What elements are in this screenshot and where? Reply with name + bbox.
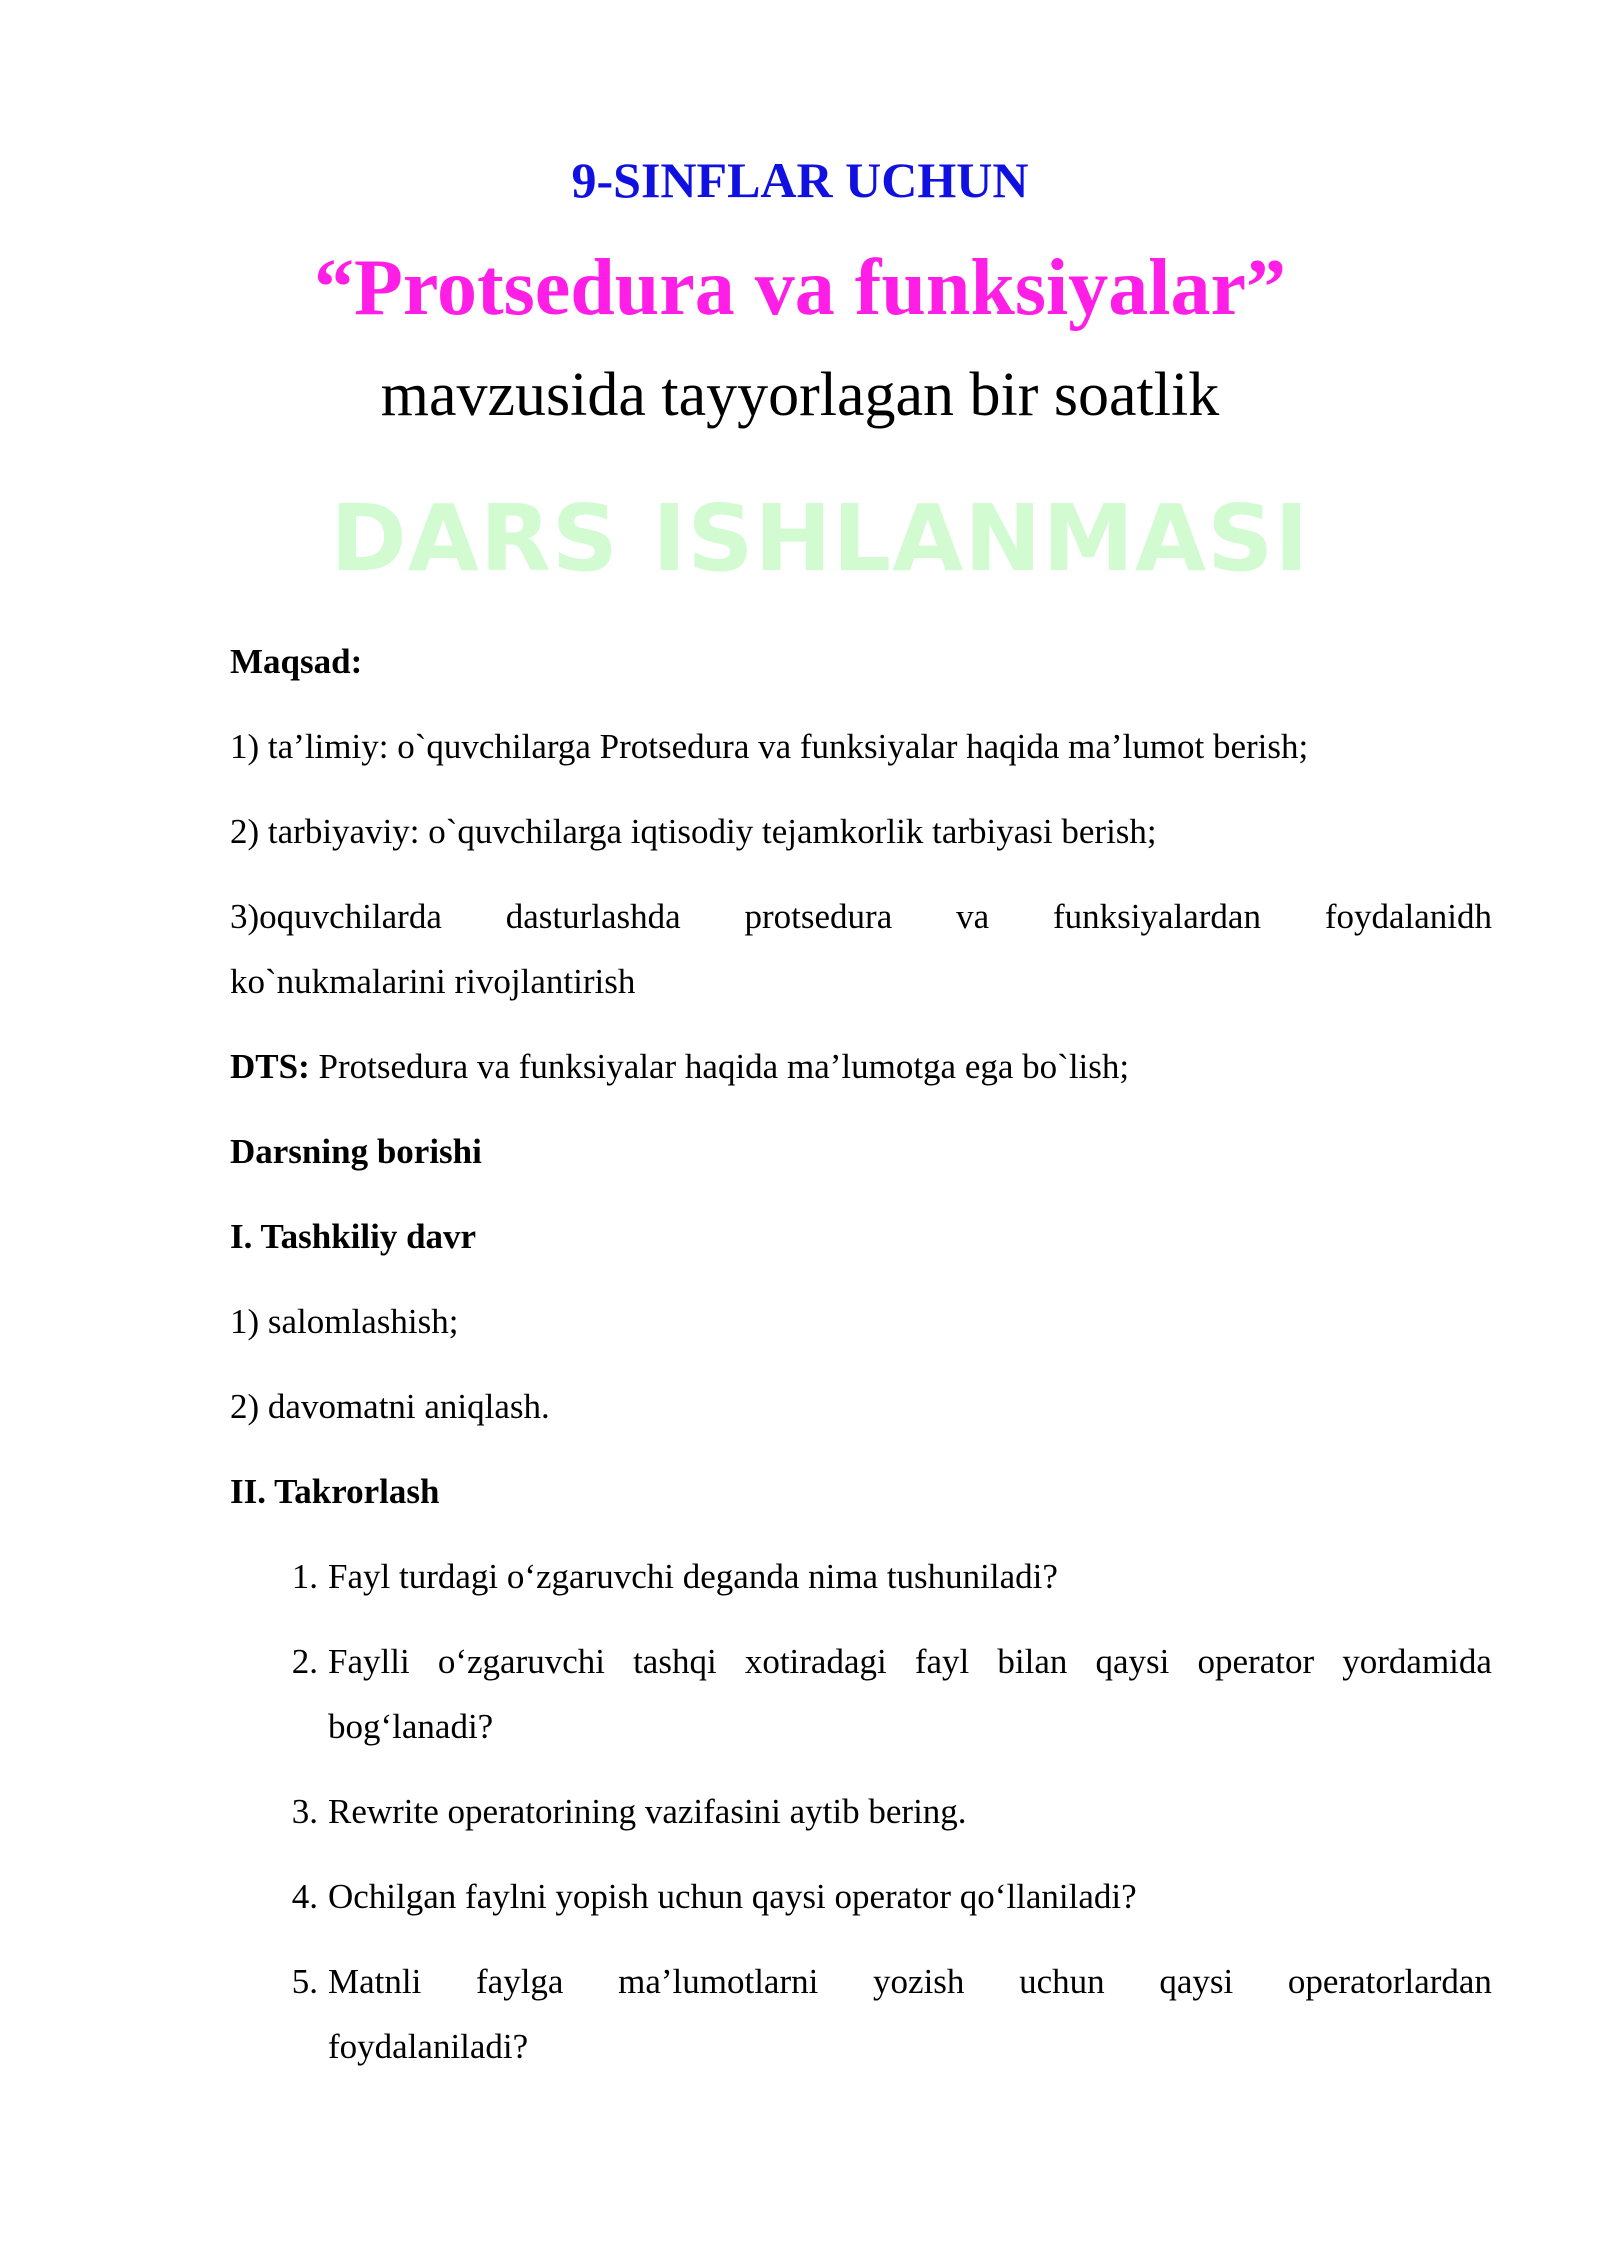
goals-heading: Maqsad: [230, 642, 363, 681]
question-word: faylga [476, 1962, 564, 2001]
goal-item-3-word: dasturlashda [505, 897, 681, 936]
question-word: o‘zgaruvchi [437, 1642, 605, 1681]
question-word: operatorlardan [1287, 1962, 1492, 2001]
dts-line [230, 1047, 1492, 1087]
question-text [328, 1642, 1492, 1682]
goal-item-3-word: funksiyalardan [1052, 897, 1261, 936]
dts-text: Protsedura va funksiyalar haqida ma’lumotga ega bo`lish; [309, 1047, 1130, 1086]
question-number: 2. [291, 1642, 318, 1681]
question-word: fayl [914, 1642, 970, 1681]
section-1-item-1: 1) salomlashish; [230, 1302, 459, 1341]
goal-item-3-word: 3)oquvchilarda [230, 897, 442, 936]
dts-label: DTS: [230, 1047, 310, 1086]
question-word: qaysi [1159, 1962, 1234, 2001]
question-word: bilan [997, 1642, 1068, 1681]
subtitle: mavzusida tayyorlagan bir soatlik [380, 361, 1220, 429]
lesson-progress-heading: Darsning borishi [230, 1132, 482, 1171]
lesson-plan-title: DARS ISHLANMASI [330, 485, 1310, 592]
question-word: uchun [1019, 1962, 1105, 2001]
goal-item-3-continuation: ko`nukmalarini rivojlantirish [230, 962, 636, 1001]
question-text-continuation: foydalaniladi? [328, 2027, 529, 2066]
question-number: 1. [291, 1557, 318, 1596]
topic-title: “Protsedura va funksiyalar” [314, 244, 1286, 332]
question-word: Faylli [328, 1642, 410, 1681]
question-word: operator [1197, 1642, 1315, 1681]
section-2-heading: II. Takrorlash [230, 1472, 440, 1511]
question-word: xotiradagi [744, 1642, 887, 1681]
question-word: ma’lumotlarni [618, 1962, 819, 2001]
question-text-continuation: bog‘lanadi? [328, 1707, 494, 1746]
grade-heading: 9-SINFLAR UCHUN [571, 152, 1029, 208]
question-text: Fayl turdagi o‘zgaruvchi deganda nima tushuniladi? [328, 1557, 1058, 1596]
question-number: 4. [291, 1877, 318, 1916]
goal-item-2: 2) tarbiyaviy: o`quvchilarga iqtisodiy tejamkorlik tarbiyasi berish; [230, 812, 1157, 851]
section-1-heading: I. Tashkiliy davr [230, 1217, 477, 1256]
goal-item-3-word: protsedura [744, 897, 893, 936]
question-word: qaysi [1095, 1642, 1170, 1681]
question-number: 5. [291, 1962, 318, 2001]
question-text: Ochilgan faylni yopish uchun qaysi operator qo‘llaniladi? [328, 1877, 1137, 1916]
question-word: tashqi [633, 1642, 717, 1681]
goal-item-3-word: foydalanidh [1324, 897, 1492, 936]
question-text [328, 1962, 1492, 2002]
question-text: Rewrite operatorining vazifasini aytib bering. [328, 1792, 967, 1831]
goal-item-1: 1) ta’limiy: o`quvchilarga Protsedura va funksiyalar haqida ma’lumot berish; [230, 727, 1309, 766]
question-word: yordamida [1342, 1642, 1492, 1681]
section-1-item-2: 2) davomatni aniqlash. [230, 1387, 550, 1426]
question-number: 3. [291, 1792, 318, 1831]
question-word: Matnli [328, 1962, 422, 2001]
goal-item-3-word: va [956, 897, 990, 936]
question-word: yozish [873, 1962, 965, 2001]
goal-item-3 [230, 897, 1492, 937]
